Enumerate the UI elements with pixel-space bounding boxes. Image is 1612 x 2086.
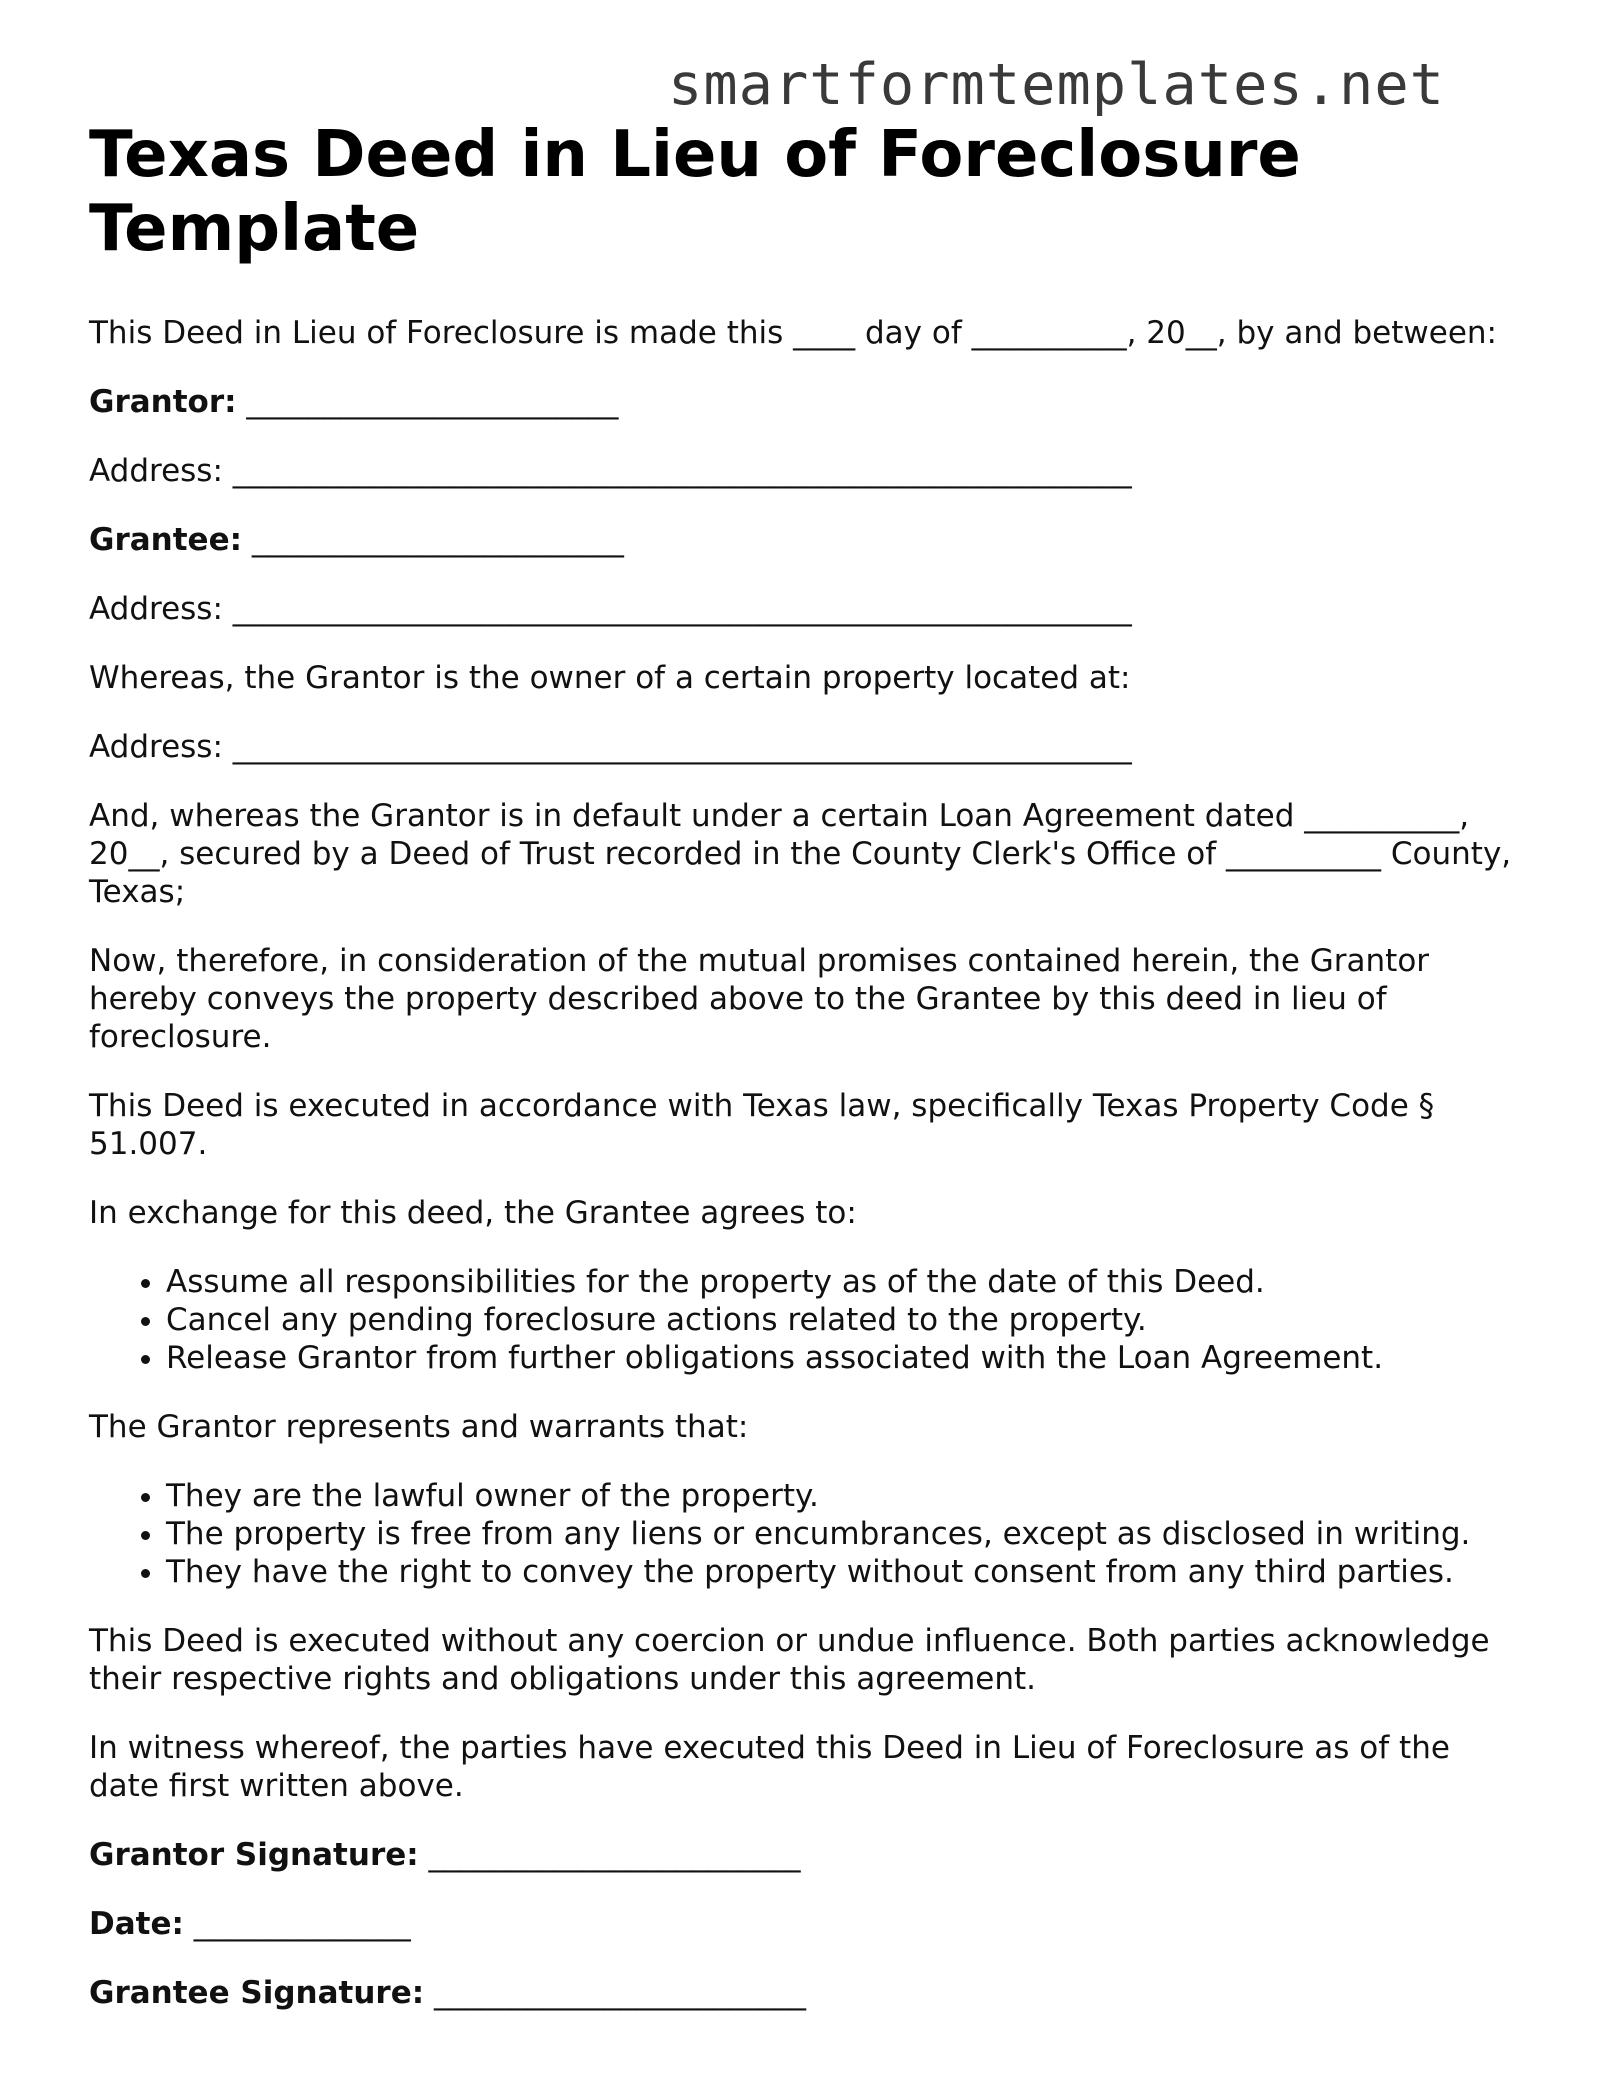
document-body bbox=[89, 118, 1529, 2043]
grantee-agrees-list bbox=[89, 1263, 1529, 1377]
grantee-line bbox=[89, 521, 1529, 559]
list-item: • They have the right to convey the property without consent from any third parties. bbox=[166, 1553, 1529, 1591]
grantee-agrees-intro: In exchange for this deed, the Grantee agrees to: bbox=[89, 1195, 857, 1231]
grantee-signature-line bbox=[89, 1974, 1529, 2012]
grantor-address-label: Address: bbox=[89, 453, 223, 489]
coercion-paragraph: This Deed is executed without any coercion or undue influence. Both parties acknowledge their respective rights and obligations under this agreement. bbox=[89, 1623, 1490, 1697]
grantee-address-blank[interactable]: __________________________________________________________ bbox=[232, 591, 1132, 627]
grantor-address-line bbox=[89, 452, 1529, 490]
grantor-warrants-intro: The Grantor represents and warrants that: bbox=[89, 1409, 749, 1445]
grantee-signature-blank[interactable]: ________________________ bbox=[433, 1975, 806, 2011]
grantor-signature-blank[interactable]: ________________________ bbox=[428, 1837, 801, 1873]
grantor-label: Grantor: bbox=[89, 384, 237, 420]
list-item: • Cancel any pending foreclosure actions related to the property. bbox=[166, 1301, 1529, 1339]
watermark: smartformtemplates.net bbox=[668, 52, 1445, 118]
grantor-signature-label: Grantor Signature: bbox=[89, 1837, 419, 1873]
grantor-name-blank[interactable]: ________________________ bbox=[246, 384, 619, 420]
list-item: • They are the lawful owner of the property. bbox=[166, 1477, 1529, 1515]
grantee-label: Grantee: bbox=[89, 522, 242, 558]
list-item: • The property is free from any liens or encumbrances, except as disclosed in writing. bbox=[166, 1515, 1529, 1553]
property-address-label: Address: bbox=[89, 729, 223, 765]
property-address-blank[interactable]: __________________________________________________________ bbox=[232, 729, 1132, 765]
grantee-signature-label: Grantee Signature: bbox=[89, 1975, 425, 2011]
grantee-address-line bbox=[89, 590, 1529, 628]
grantor-warrants-list bbox=[89, 1477, 1529, 1591]
conveyance-paragraph: Now, therefore, in consideration of the mutual promises contained herein, the Grantor hereby conveys the property described above to the Grantee by this deed in lieu of foreclosure. bbox=[89, 943, 1430, 1055]
grantee-name-blank[interactable]: ________________________ bbox=[251, 522, 624, 558]
property-address-line bbox=[89, 728, 1529, 766]
document-title: Texas Deed in Lieu of Foreclosure Template bbox=[89, 118, 1301, 266]
list-item: • Assume all responsibilities for the property as of the date of this Deed. bbox=[166, 1263, 1529, 1301]
whereas-paragraph: Whereas, the Grantor is the owner of a certain property located at: bbox=[89, 660, 1131, 696]
law-paragraph: This Deed is executed in accordance with Texas law, specifically Texas Property Code § 51.007. bbox=[89, 1088, 1435, 1162]
date-blank[interactable]: ______________ bbox=[193, 1906, 411, 1942]
intro-paragraph: This Deed in Lieu of Foreclosure is made this ____ day of __________, 20__, by and between: bbox=[89, 315, 1498, 351]
grantor-signature-line bbox=[89, 1836, 1529, 1874]
date-line bbox=[89, 1905, 1529, 1943]
grantor-address-blank[interactable]: __________________________________________________________ bbox=[232, 453, 1132, 489]
list-item: • Release Grantor from further obligations associated with the Loan Agreement. bbox=[166, 1339, 1529, 1377]
grantee-address-label: Address: bbox=[89, 591, 223, 627]
grantor-line bbox=[89, 383, 1529, 421]
default-paragraph: And, whereas the Grantor is in default under a certain Loan Agreement dated __________, 20__, secured by a Deed of Trust recorded in the County Clerk's Office of __________ County, Texas; bbox=[89, 798, 1512, 910]
date-label: Date: bbox=[89, 1906, 184, 1942]
witness-paragraph: In witness whereof, the parties have executed this Deed in Lieu of Foreclosure as of the date first written above. bbox=[89, 1730, 1450, 1804]
